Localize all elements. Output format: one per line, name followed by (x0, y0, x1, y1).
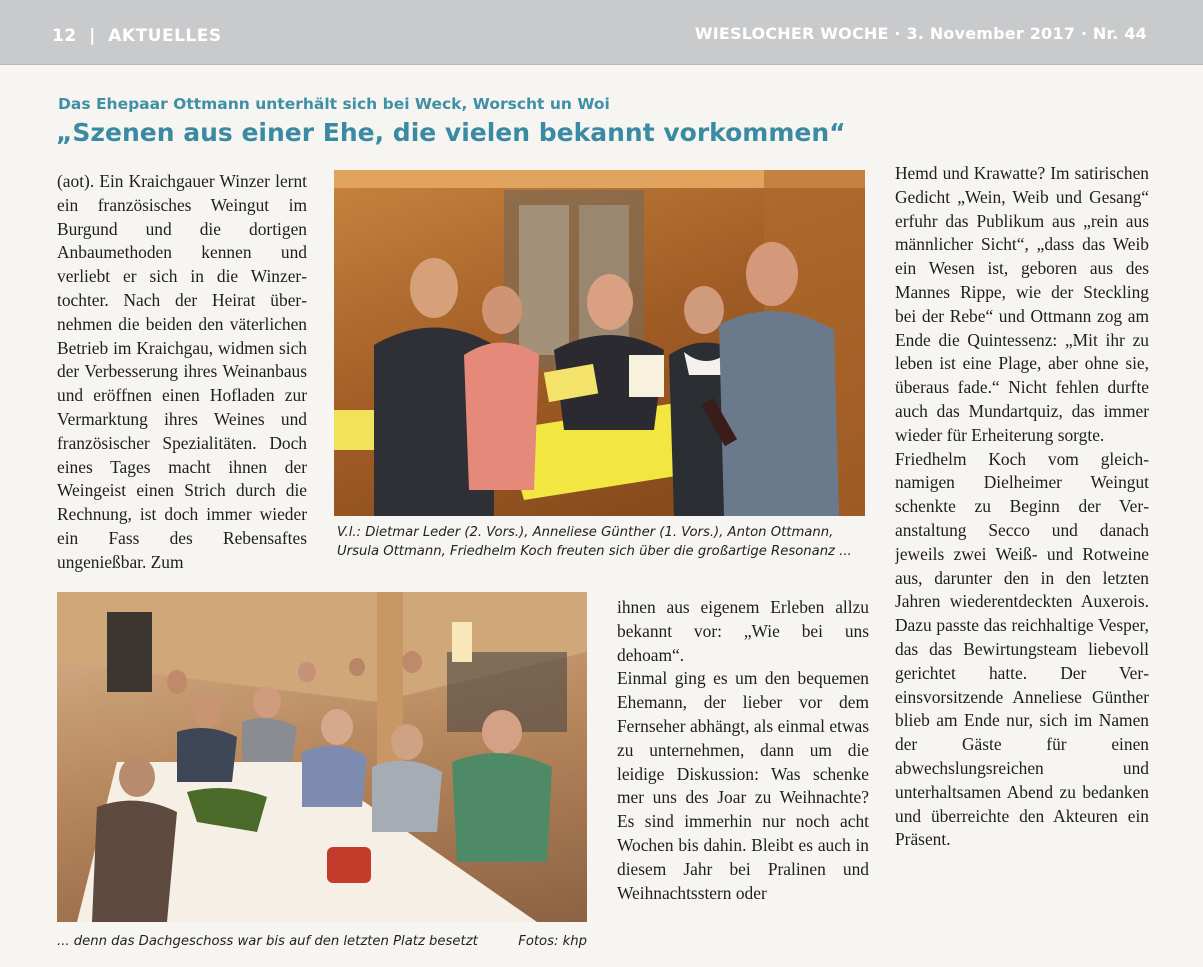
article-kicker: Das Ehepaar Ottmann unterhält sich bei Weck, Worscht un Woi (58, 95, 610, 113)
page-number: 12 (52, 26, 77, 46)
header-left (52, 26, 222, 46)
photo-audience-image (57, 592, 587, 922)
column-3-paragraph-2: Friedhelm Koch vom gleichnamigen Dielheimer Weingut schenkte zu Beginn der Veranstaltung Secco und danach jeweils zwei Weiß- und Rotweine aus, darunter den in den letzten Jahren wiederentdeckten Auxerois. Dazu passte das reichhaltige Vesper, das das Bewirtungsteam liebevoll gerichtet hatte. Der Vereinsvorsitzende Anneliese Günther blieb am Ende nur, sich im Namen der Gäste für einen abwechslungsreichen und unterhaltsamen Abend zu bedanken und überreichte den Akteuren ein Präsent. (895, 448, 1149, 850)
photo-caption-2 (57, 932, 587, 951)
article-column-1 (57, 170, 307, 580)
photo-group-portrait-image (334, 170, 865, 516)
section-name: AKTUELLES (108, 26, 222, 46)
column-2-paragraph-2: Einmal ging es um den bequemen Ehemann, der lieber vor dem Fernseher abhängt, als einmal etwas zu unternehmen, dann um die leidige Diskussion: Was schenke mer uns des Joar zu Weihnachte? Es sind immerhin nur noch acht Wochen bis dahin. Bleibt es auch in diesem Jahr bei Pralinen und Weihnachtsstern oder (617, 668, 869, 903)
page-header (0, 0, 1203, 65)
article-headline: „Szenen aus einer Ehe, die vielen bekannt vorkommen“ (56, 118, 846, 147)
photo-audience (57, 592, 587, 922)
column-1-text: (aot). Ein Kraichgauer Winzer lernt ein französisches Weingut im Burgund und die dortigen Anbaumethoden kennen und verliebt er sich in die Winzertochter. Nach der Heirat übernehmen die beiden den väterlichen Betrieb im Kraichgau, widmen sich der Verbesserung ihres Weinanbaus und eröffnen einen Hofladen zur Vermarktung ihres Weines und französischer Spezialitäten. Doch eines Tages macht ihnen der Weingeist einen Strich durch die Rechnung, ist doch immer wieder ein Fass des Rebensaftes ungenießbar. Zum (57, 171, 307, 572)
photo-credit: Fotos: khp (518, 934, 587, 949)
header-separator: | (89, 26, 96, 46)
article-column-3 (895, 162, 1149, 932)
photo-caption-2-text: ... denn das Dachgeschoss war bis auf den letzten Platz besetzt (57, 934, 478, 949)
publication-info: WIESLOCHER WOCHE · 3. November 2017 · Nr. 44 (694, 24, 1147, 43)
column-3-paragraph-1: Hemd und Krawatte? Im satirischen Gedicht „Wein, Weib und Gesang“ erfuhr das Publikum aus „rein aus männlicher Sicht“, „dass das Weib ein Wesen ist, geboren aus des Mannes Rippe, wie der Steckling bei der Rebe“ und Ottmann zog am Ende die Quintessenz: „Mit ihr zu leben ist eine Plage, aber ohne sie, überaus fade.“ Nicht fehlen durfte auch das Mundartquiz, das immer wieder für Erheiterung sorgte. (895, 163, 1149, 445)
column-2-paragraph-1: ihnen aus eigenem Erleben allzu bekannt vor: „Wie bei uns dehoam“. (617, 597, 869, 665)
photo-group-portrait (334, 170, 865, 516)
article-column-2 (617, 596, 869, 936)
photo-caption-1: V.l.: Dietmar Leder (2. Vors.), Anneliese Günther (1. Vors.), Anton Ottmann, Ursula Ottmann, Friedhelm Koch freuten sich über die großartige Resonanz ... (337, 525, 852, 559)
